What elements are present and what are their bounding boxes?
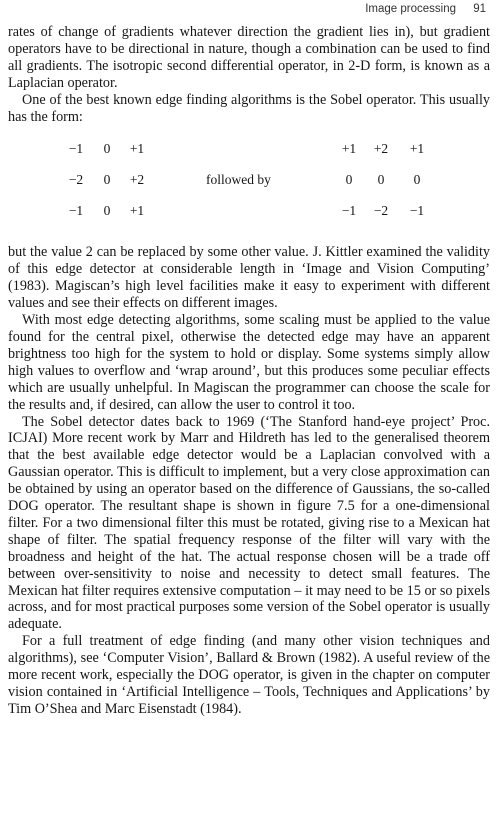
page-number: 91 <box>473 3 486 15</box>
paragraph: The Sobel detector dates back to 1969 (‘The Stanford hand-eye project’ Proc. ICJAI) More recent work by Marr and Hildreth has led to the generalised theorem that the best available edge detector would be a Laplacian convolved with a Gaussian operator. This is difficult to implement, but a very close approximation can be obtained by using an operator based on the difference of Gaussians, the so-called DOG operator. The resultant shape is shown in figure 7.5 for a one-dimensional filter. For a two dimensional filter this must be rotated, giving rise to a Mexican hat shape of filter. The spatial frequency response of the filter will vary with the broadness and height of the hat. The actual response chosen will be a trade off between over-sensitivity to noise and necessity to detect small features. The Mexican hat filter requires extensive computation – it may need to be 15 or so pixels across, and for most practical purposes some version of the Sobel operator is usually adequate. <box>8 413 490 633</box>
matrix-cell: +1 <box>409 141 425 157</box>
matrix-cell: −2 <box>68 172 84 188</box>
paragraph: One of the best known edge finding algorithms is the Sobel operator. This usually has the form: <box>8 91 490 125</box>
matrix-cell: 0 <box>103 141 111 157</box>
matrix-cell: −2 <box>373 203 389 219</box>
followed-by-label: followed by <box>206 172 271 188</box>
matrix-cell: +2 <box>129 172 145 188</box>
matrix-cell: +1 <box>341 141 357 157</box>
matrix-cell: −1 <box>409 203 425 219</box>
matrix-cell: 0 <box>345 172 353 188</box>
bottom-paragraphs <box>8 244 490 717</box>
matrix-cell: −1 <box>68 141 84 157</box>
chapter-title: Image processing <box>365 3 456 15</box>
matrix-cell: 0 <box>377 172 385 188</box>
running-header <box>365 3 486 15</box>
matrix-cell: −1 <box>68 203 84 219</box>
body-text <box>8 24 490 718</box>
paragraph: For a full treatment of edge finding (and many other vision techniques and algorithms), see ‘Computer Vision’, Ballard & Brown (1982). A useful review of the more recent work, especially the DOG operator, is given in the chapter on computer vision contained in ‘Artificial Intelligence – Tools, Techniques and Applications’ by Tim O’Shea and Marc Eisenstadt (1984). <box>8 633 490 717</box>
matrix-cell: −1 <box>341 203 357 219</box>
matrix-cell: 0 <box>103 203 111 219</box>
top-paragraphs <box>8 24 490 125</box>
matrix-cell: 0 <box>103 172 111 188</box>
paragraph: With most edge detecting algorithms, some scaling must be applied to the value found for the central pixel, otherwise the detected edge may have an apparent brightness too high for the system to hold or display. Some systems simply allow high values to overflow and ‘wrap around’, but this produces some peculiar effects which are usually unhelpful. In Magiscan the programmer can choose the scale for the results and, if desired, can allow the user to control it too. <box>8 312 490 413</box>
matrix-cell: +1 <box>129 141 145 157</box>
matrix-cell: +1 <box>129 203 145 219</box>
paragraph: but the value 2 can be replaced by some other value. J. Kittler examined the validity of this edge detector at considerable length in ‘Image and Vision Computing’ (1983). Magiscan’s high level facilities make it easy to experiment with different values and see their effects on different images. <box>8 244 490 312</box>
matrix-cell: 0 <box>413 172 421 188</box>
sobel-kernels <box>8 139 490 235</box>
paragraph: rates of change of gradients whatever direction the gradient lies in), but gradient operators have to be directional in nature, though a combination can be used to find all gradients. The isotropic second differential operator, in 2-D form, is known as a Laplacian operator. <box>8 24 490 91</box>
matrix-cell: +2 <box>373 141 389 157</box>
